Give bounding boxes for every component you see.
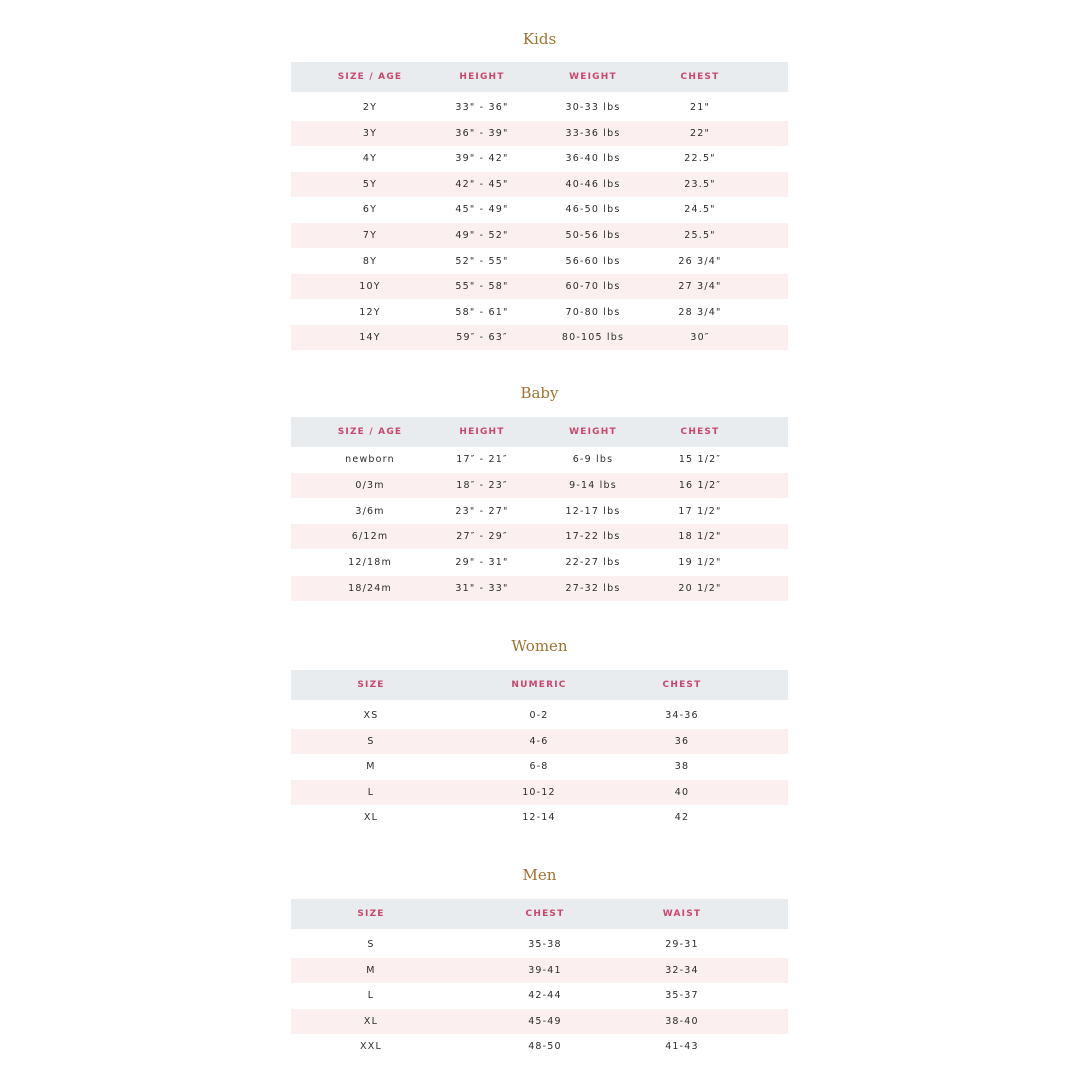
table-cell: 30″ xyxy=(690,332,710,344)
table-cell: 6/12m xyxy=(351,531,389,543)
column-header-numeric: NUMERIC xyxy=(511,680,567,690)
table-cell: 0/3m xyxy=(355,479,385,491)
table-cell: 52" - 55" xyxy=(455,255,509,267)
table-header xyxy=(291,417,788,447)
table-row xyxy=(291,447,788,472)
table-cell: 3Y xyxy=(362,127,378,139)
table-row xyxy=(291,121,788,146)
table-cell: 70-80 lbs xyxy=(565,306,621,318)
section-title: Men xyxy=(522,866,557,884)
table-cell: 38-40 xyxy=(665,1015,699,1027)
table-cell: 25.5" xyxy=(684,230,716,241)
table-row xyxy=(291,550,788,575)
table-row xyxy=(291,729,788,754)
table-cell: 45" - 49" xyxy=(455,204,509,216)
table-cell: L xyxy=(367,990,375,1002)
table-row xyxy=(291,172,788,197)
table-cell: 10Y xyxy=(359,281,381,293)
table-cell: 24.5" xyxy=(684,204,716,216)
table-cell: 17 1/2" xyxy=(678,505,722,517)
table-cell: XS xyxy=(363,710,379,721)
section-title: Kids xyxy=(522,30,557,48)
table-cell: 36-40 lbs xyxy=(565,153,621,165)
table-row xyxy=(291,95,788,120)
table-cell: 41-43 xyxy=(665,1041,699,1053)
column-header-size: SIZE xyxy=(357,680,385,690)
table-cell: 16 1/2″ xyxy=(678,479,722,491)
table-cell: 29" - 31" xyxy=(455,557,509,569)
table-row xyxy=(291,983,788,1008)
table-cell: S xyxy=(367,939,375,950)
table-cell: 35-37 xyxy=(665,990,699,1002)
column-header-weight: WEIGHT xyxy=(569,72,617,82)
table-cell: 80-105 lbs xyxy=(561,332,625,344)
table-row xyxy=(291,780,788,805)
column-header-size-age: SIZE / AGE xyxy=(337,427,403,437)
table-cell: 35-38 xyxy=(528,939,562,950)
table-cell: 46-50 lbs xyxy=(565,204,621,216)
table-header xyxy=(291,899,788,929)
table-cell: 38 xyxy=(674,761,690,773)
table-cell: 3/6m xyxy=(355,505,385,517)
table-cell: 30-33 lbs xyxy=(565,102,621,113)
table-cell: 5Y xyxy=(362,178,378,190)
table-cell: 18/24m xyxy=(348,583,392,594)
column-header-waist: WAIST xyxy=(662,909,702,919)
table-cell: XL xyxy=(363,1015,379,1027)
table-cell: 33" - 36" xyxy=(455,102,509,113)
table-row xyxy=(291,754,788,779)
table-row xyxy=(291,249,788,274)
table-cell: 42 xyxy=(674,812,690,824)
table-row xyxy=(291,274,788,299)
table-cell: 4-6 xyxy=(529,735,549,747)
column-header-weight: WEIGHT xyxy=(569,427,617,437)
table-cell: 50-56 lbs xyxy=(565,230,621,241)
table-cell: 12-17 lbs xyxy=(565,505,621,517)
table-cell: 58" - 61" xyxy=(455,306,509,318)
table-cell: 12Y xyxy=(359,306,381,318)
table-cell: 39" - 42" xyxy=(455,153,509,165)
table-cell: 32-34 xyxy=(665,964,699,976)
table-cell: 22.5" xyxy=(684,153,716,165)
table-row xyxy=(291,300,788,325)
table-row xyxy=(291,197,788,222)
table-cell: 14Y xyxy=(359,332,381,344)
table-row xyxy=(291,146,788,171)
table-cell: 23.5" xyxy=(684,178,716,190)
table-row xyxy=(291,223,788,248)
table-row xyxy=(291,1009,788,1034)
table-row xyxy=(291,703,788,728)
column-header-chest: CHEST xyxy=(662,680,702,690)
table-row xyxy=(291,325,788,350)
table-cell: 49" - 52" xyxy=(455,230,509,241)
table-cell: 9-14 lbs xyxy=(569,479,617,491)
table-cell: 22" xyxy=(689,127,711,139)
table-cell: 59″ - 63″ xyxy=(456,332,508,344)
table-cell: 10-12 xyxy=(522,786,556,798)
table-row xyxy=(291,499,788,524)
table-header xyxy=(291,62,788,92)
table-cell: L xyxy=(367,786,375,798)
column-header-chest: CHEST xyxy=(680,72,720,82)
table-cell: 56-60 lbs xyxy=(565,255,621,267)
table-cell: 29-31 xyxy=(665,939,699,950)
table-cell: 22-27 lbs xyxy=(565,557,621,569)
table-cell: 42-44 xyxy=(528,990,562,1002)
table-cell: 28 3/4" xyxy=(678,306,722,318)
table-cell: 23" - 27" xyxy=(455,505,509,517)
table-cell: 17-22 lbs xyxy=(565,531,621,543)
table-row xyxy=(291,805,788,830)
column-header-size: SIZE xyxy=(357,909,385,919)
table-cell: 12-14 xyxy=(522,812,556,824)
table-row xyxy=(291,524,788,549)
table-cell: 0-2 xyxy=(529,710,549,721)
table-cell: 4Y xyxy=(362,153,378,165)
table-cell: XXL xyxy=(360,1041,382,1053)
table-cell: 40-46 lbs xyxy=(565,178,621,190)
table-cell: 8Y xyxy=(362,255,378,267)
table-cell: 15 1/2″ xyxy=(678,454,722,465)
table-header xyxy=(291,670,788,700)
table-cell: newborn xyxy=(345,454,395,465)
table-cell: 48-50 xyxy=(528,1041,562,1053)
table-cell: 27″ - 29″ xyxy=(456,531,508,543)
table-cell: 33-36 lbs xyxy=(565,127,621,139)
table-cell: 17″ - 21″ xyxy=(456,454,508,465)
table-cell: 6-9 lbs xyxy=(572,454,614,465)
table-cell: 40 xyxy=(674,786,690,798)
table-row xyxy=(291,473,788,498)
table-cell: 31" - 33" xyxy=(455,583,509,594)
table-row xyxy=(291,1034,788,1059)
column-header-chest: CHEST xyxy=(680,427,720,437)
table-cell: 27-32 lbs xyxy=(565,583,621,594)
table-cell: 34-36 xyxy=(665,710,699,721)
table-cell: 26 3/4" xyxy=(678,255,722,267)
table-cell: 12/18m xyxy=(348,557,392,569)
column-header-height: HEIGHT xyxy=(459,427,505,437)
table-row xyxy=(291,958,788,983)
column-header-height: HEIGHT xyxy=(459,72,505,82)
table-cell: 21" xyxy=(689,102,711,113)
column-header-chest: CHEST xyxy=(525,909,565,919)
section-title: Baby xyxy=(520,384,559,402)
section-title: Women xyxy=(511,637,568,655)
table-cell: 55" - 58" xyxy=(455,281,509,293)
table-cell: M xyxy=(366,761,376,773)
table-cell: 19 1/2" xyxy=(678,557,722,569)
table-cell: S xyxy=(367,735,375,747)
table-cell: 18″ - 23″ xyxy=(456,479,508,491)
column-header-size-age: SIZE / AGE xyxy=(337,72,403,82)
table-cell: 6Y xyxy=(362,204,378,216)
table-cell: 27 3/4" xyxy=(678,281,722,293)
table-row xyxy=(291,932,788,957)
table-cell: 60-70 lbs xyxy=(565,281,621,293)
table-cell: M xyxy=(366,964,376,976)
table-cell: 2Y xyxy=(362,102,378,113)
table-cell: 36" - 39" xyxy=(455,127,509,139)
table-cell: XL xyxy=(363,812,379,824)
table-cell: 42" - 45" xyxy=(455,178,509,190)
table-cell: 20 1/2" xyxy=(678,583,722,594)
table-cell: 6-8 xyxy=(529,761,549,773)
table-cell: 39-41 xyxy=(528,964,562,976)
table-cell: 36 xyxy=(674,735,690,747)
table-cell: 18 1/2" xyxy=(678,531,722,543)
table-cell: 45-49 xyxy=(528,1015,562,1027)
table-row xyxy=(291,576,788,601)
table-cell: 7Y xyxy=(362,230,378,241)
